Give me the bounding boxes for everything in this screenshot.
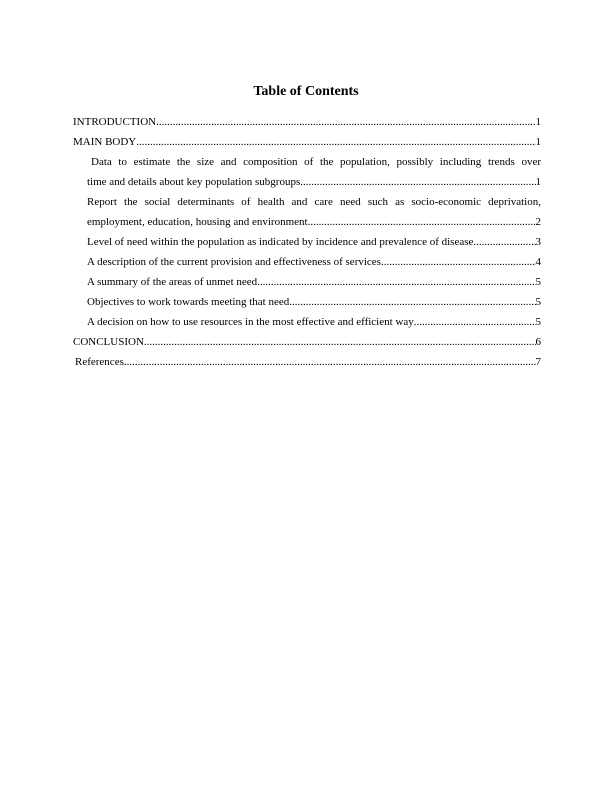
toc-entry-continuation bbox=[87, 212, 541, 232]
toc-entry-label: A decision on how to use resources in the most effective and efficient way bbox=[87, 316, 414, 328]
toc-page-number: 7 bbox=[535, 356, 541, 368]
toc-entry-label: Level of need within the population as indicated by incidence and prevalence of disease bbox=[87, 236, 474, 248]
toc-entry-label-line1: Data to estimate the size and composition of the population, possibly including trends over bbox=[91, 156, 541, 168]
toc-entry-current-provision[interactable] bbox=[87, 252, 541, 272]
toc-entry-label-line1: Report the social determinants of health and care need such as socio-economic deprivation, bbox=[87, 196, 541, 208]
toc-page-number: 3 bbox=[535, 236, 541, 248]
toc-entry-label: A description of the current provision and effectiveness of services bbox=[87, 256, 381, 268]
toc-entry-label: Objectives to work towards meeting that need bbox=[87, 296, 290, 308]
dot-leader bbox=[414, 312, 536, 332]
dot-leader bbox=[136, 132, 535, 152]
table-of-contents bbox=[73, 112, 541, 372]
toc-entry-label: A summary of the areas of unmet need bbox=[87, 276, 258, 288]
toc-page-number: 1 bbox=[535, 176, 541, 188]
toc-page-number: 1 bbox=[535, 136, 541, 148]
toc-entry-main-body[interactable] bbox=[73, 132, 541, 152]
toc-entry-label: References bbox=[75, 356, 124, 368]
dot-leader bbox=[381, 252, 536, 272]
toc-page-number: 5 bbox=[535, 316, 541, 328]
toc-page-number: 1 bbox=[535, 116, 541, 128]
toc-entry-social-determinants[interactable] bbox=[87, 192, 541, 232]
toc-entry-unmet-need[interactable] bbox=[87, 272, 541, 292]
toc-entry-references[interactable] bbox=[75, 352, 541, 372]
dot-leader bbox=[473, 232, 535, 252]
toc-entry-label-line2: employment, education, housing and environment bbox=[87, 216, 308, 228]
dot-leader bbox=[156, 112, 535, 132]
dot-leader bbox=[308, 212, 536, 232]
toc-entry-label: CONCLUSION bbox=[73, 336, 144, 348]
toc-page-number: 5 bbox=[535, 276, 541, 288]
toc-page-number: 4 bbox=[535, 256, 541, 268]
toc-entry-population-data[interactable] bbox=[87, 152, 541, 192]
page-title: Table of Contents bbox=[253, 84, 359, 99]
toc-entry-continuation bbox=[87, 172, 541, 192]
dot-leader bbox=[124, 352, 536, 372]
toc-entry-label: MAIN BODY bbox=[73, 136, 137, 148]
toc-page-number: 6 bbox=[535, 336, 541, 348]
toc-entry-label-line2: time and details about key population subgroups. bbox=[87, 176, 303, 188]
dot-leader bbox=[303, 172, 536, 192]
toc-entry-introduction[interactable] bbox=[73, 112, 541, 132]
toc-entry-resource-decision[interactable] bbox=[87, 312, 541, 332]
toc-page-number: 5 bbox=[535, 296, 541, 308]
toc-entry-objectives[interactable] bbox=[87, 292, 541, 312]
toc-page-number: 2 bbox=[535, 216, 541, 228]
toc-entry-level-of-need[interactable] bbox=[87, 232, 541, 252]
toc-entry-label: INTRODUCTION bbox=[73, 116, 157, 128]
dot-leader bbox=[144, 332, 536, 352]
toc-entry-conclusion[interactable] bbox=[73, 332, 541, 352]
dot-leader bbox=[289, 292, 535, 312]
dot-leader bbox=[257, 272, 535, 292]
